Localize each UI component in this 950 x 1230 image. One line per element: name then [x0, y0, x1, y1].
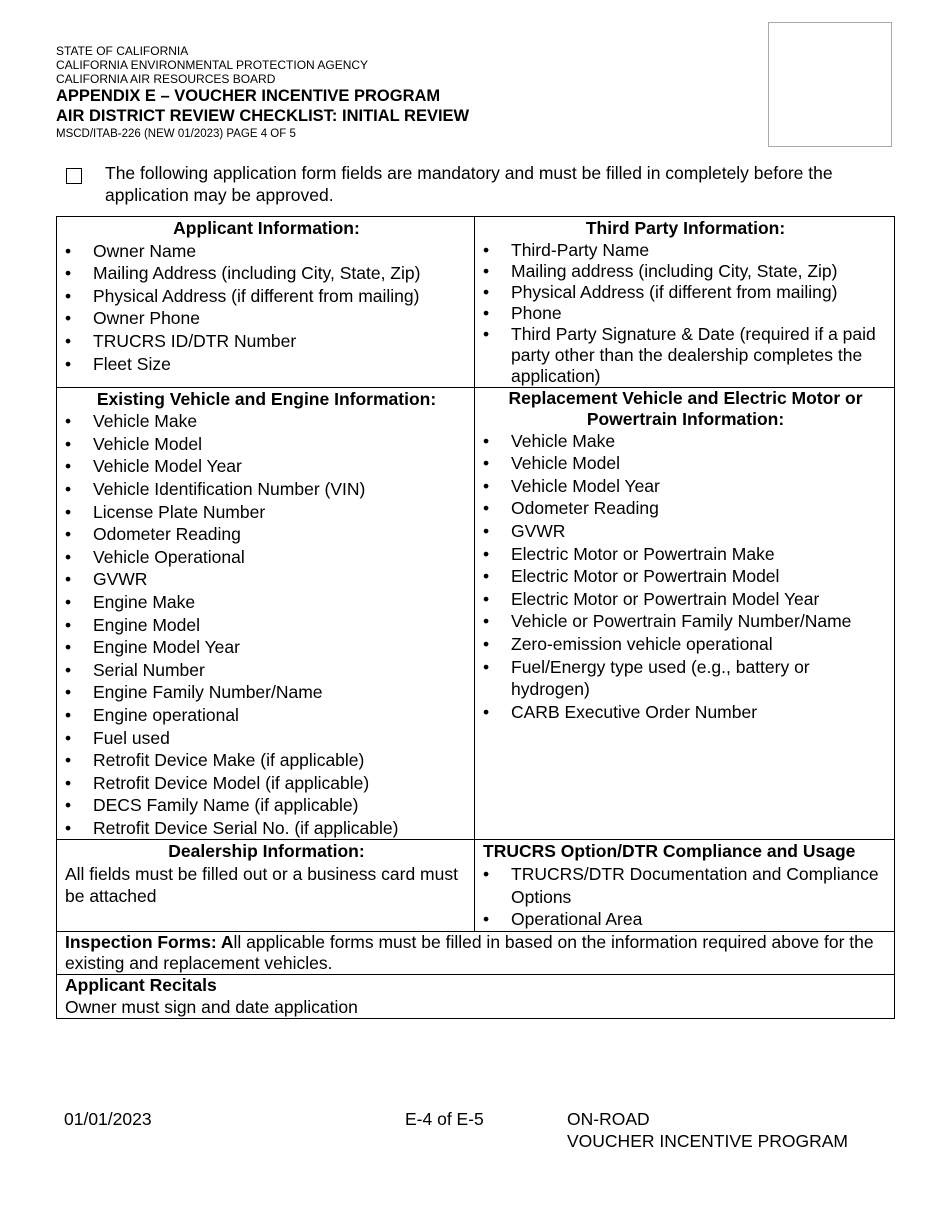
- applicant-information-cell: [57, 217, 475, 388]
- list-item: • Vehicle Model: [483, 452, 888, 475]
- list-item: • Fuel/Energy type used (e.g., battery or hydrogen): [483, 656, 888, 701]
- list-item: • Third Party Signature & Date (required if a paid party other than the dealership completes the application): [483, 324, 888, 387]
- replacement-vehicle-list: [483, 430, 888, 724]
- list-item: • Engine Family Number/Name: [65, 681, 468, 704]
- list-item: • Fleet Size: [65, 353, 468, 376]
- replacement-vehicle-cell: [475, 387, 895, 840]
- dealership-information-cell: [57, 840, 475, 931]
- list-item: • Serial Number: [65, 659, 468, 682]
- list-item: • Vehicle Make: [65, 410, 468, 433]
- list-item: • Odometer Reading: [483, 497, 888, 520]
- list-item: • GVWR: [483, 520, 888, 543]
- list-item: • Electric Motor or Powertrain Model: [483, 565, 888, 588]
- review-checklist-table: [56, 216, 895, 1019]
- list-item: • Zero-emission vehicle operational: [483, 633, 888, 656]
- dealership-information-heading: Dealership Information:: [168, 841, 365, 862]
- list-item: • Owner Phone: [65, 307, 468, 330]
- third-party-information-cell: [475, 217, 895, 388]
- list-item: • TRUCRS/DTR Documentation and Compliance Options: [483, 863, 888, 908]
- applicant-information-heading: Applicant Information:: [173, 218, 360, 238]
- form-identifier: MSCD/ITAB-226 (NEW 01/2023) PAGE 4 OF 5: [56, 128, 296, 140]
- list-item: • GVWR: [65, 568, 468, 591]
- list-item: • Electric Motor or Powertrain Make: [483, 543, 888, 566]
- list-item: • Mailing address (including City, State, Zip): [483, 261, 888, 282]
- list-item: • Engine Make: [65, 591, 468, 614]
- footer-page-number: E-4 of E-5: [405, 1109, 484, 1129]
- inspection-forms-text: ll applicable forms must be filled in based on the information required above for the existing and replacement vehicles.: [65, 931, 874, 973]
- list-item: • Retrofit Device Serial No. (if applicable): [65, 817, 468, 840]
- list-item: • DECS Family Name (if applicable): [65, 794, 468, 817]
- applicant-recitals-heading: Applicant Recitals: [65, 974, 217, 995]
- mandatory-checkbox[interactable]: [66, 168, 82, 184]
- list-item: • Vehicle or Powertrain Family Number/Name: [483, 610, 888, 633]
- list-item: • License Plate Number: [65, 501, 468, 524]
- list-item: • Owner Name: [65, 240, 468, 263]
- document-title-line2: AIR DISTRICT REVIEW CHECKLIST: INITIAL REVIEW: [56, 107, 470, 125]
- trucrs-compliance-cell: [475, 840, 895, 931]
- list-item: • Electric Motor or Powertrain Model Year: [483, 588, 888, 611]
- applicant-recitals-cell: [57, 974, 895, 1019]
- footer-program-line1: ON-ROAD: [567, 1109, 650, 1129]
- list-item: • Vehicle Model Year: [483, 475, 888, 498]
- dealership-information-text: All fields must be filled out or a business card must be attached: [65, 864, 458, 907]
- document-header: [56, 44, 469, 141]
- third-party-information-heading: Third Party Information:: [585, 218, 786, 238]
- list-item: • Vehicle Make: [483, 430, 888, 453]
- board-name: CALIFORNIA AIR RESOURCES BOARD: [56, 72, 276, 86]
- list-item: • Fuel used: [65, 727, 468, 750]
- list-item: • Third-Party Name: [483, 240, 888, 261]
- existing-vehicle-cell: [57, 387, 475, 840]
- applicant-information-list: [65, 240, 468, 376]
- list-item: • Vehicle Operational: [65, 546, 468, 569]
- existing-vehicle-list: [65, 410, 468, 839]
- existing-vehicle-heading: Existing Vehicle and Engine Information:: [96, 388, 437, 409]
- replacement-vehicle-heading: Replacement Vehicle and Electric Motor or Powertrain Information:: [508, 387, 863, 429]
- footer-program-line2: VOUCHER INCENTIVE PROGRAM: [567, 1131, 848, 1151]
- list-item: • Vehicle Model: [65, 433, 468, 456]
- list-item: • CARB Executive Order Number: [483, 701, 888, 724]
- list-item: • Mailing Address (including City, State, Zip): [65, 262, 468, 285]
- trucrs-compliance-heading: TRUCRS Option/DTR Compliance and Usage: [483, 841, 856, 862]
- list-item: • Retrofit Device Make (if applicable): [65, 749, 468, 772]
- list-item: • TRUCRS ID/DTR Number: [65, 330, 468, 353]
- inspection-forms-label: Inspection Forms: A: [65, 931, 234, 952]
- footer-program: [567, 1108, 848, 1152]
- list-item: • Physical Address (if different from mailing): [483, 282, 888, 303]
- list-item: • Engine Model Year: [65, 636, 468, 659]
- state-name: STATE OF CALIFORNIA: [56, 44, 189, 58]
- mandatory-statement: The following application form fields are mandatory and must be filled in completely before the application may be approved.: [105, 163, 833, 205]
- document-title-line1: APPENDIX E – VOUCHER INCENTIVE PROGRAM: [56, 87, 441, 105]
- list-item: • Phone: [483, 303, 888, 324]
- list-item: • Physical Address (if different from mailing): [65, 285, 468, 308]
- third-party-information-list: [483, 240, 888, 387]
- list-item: • Engine operational: [65, 704, 468, 727]
- agency-name: CALIFORNIA ENVIRONMENTAL PROTECTION AGENCY: [56, 58, 369, 72]
- footer-date: 01/01/2023: [64, 1109, 152, 1129]
- list-item: • Engine Model: [65, 614, 468, 637]
- list-item: • Odometer Reading: [65, 523, 468, 546]
- trucrs-compliance-list: [483, 863, 888, 931]
- list-item: • Vehicle Model Year: [65, 455, 468, 478]
- inspection-forms-cell: [57, 931, 895, 974]
- applicant-recitals-text: Owner must sign and date application: [65, 997, 358, 1018]
- list-item: • Operational Area: [483, 908, 888, 931]
- stamp-box: [768, 22, 892, 147]
- list-item: • Vehicle Identification Number (VIN): [65, 478, 468, 501]
- list-item: • Retrofit Device Model (if applicable): [65, 772, 468, 795]
